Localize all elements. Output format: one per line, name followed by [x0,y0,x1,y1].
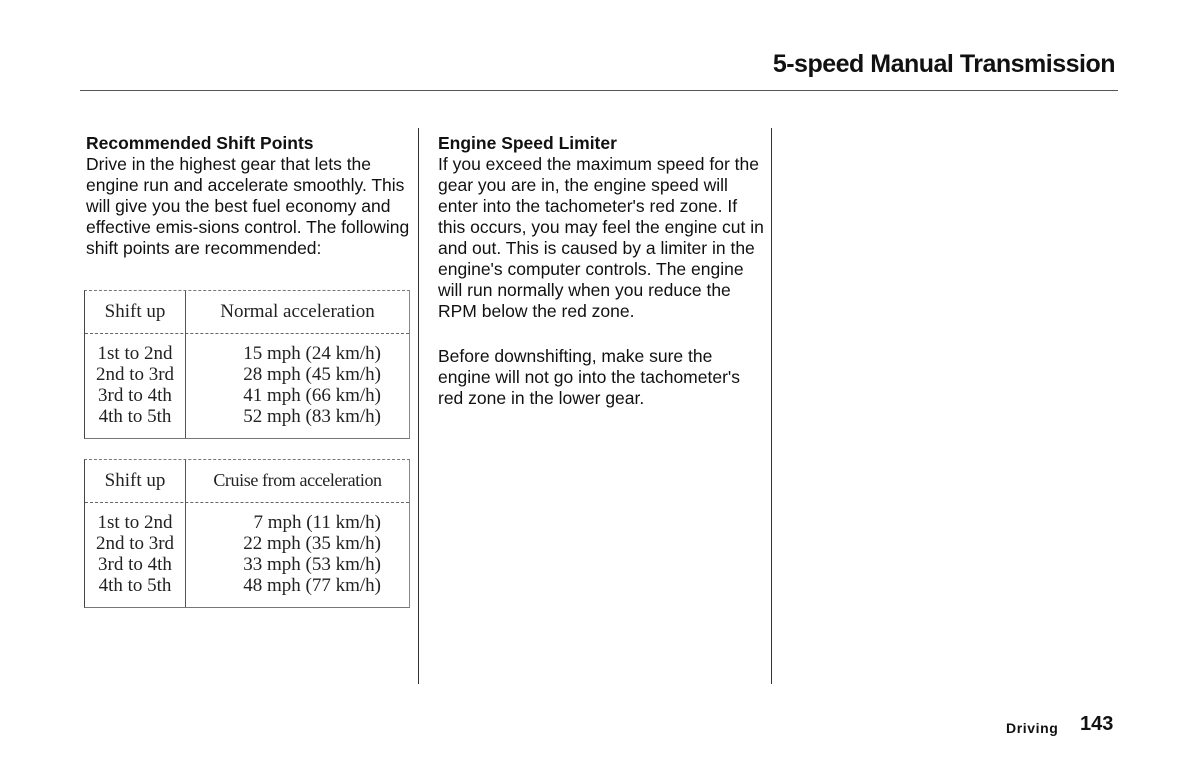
table-row [85,554,409,575]
header-rule [80,90,1118,91]
normal-acceleration-table [84,290,410,439]
column-header-cruise: Cruise from acceleration [213,470,382,490]
gear-shift-cell: 3rd to 4th [98,385,172,406]
speed-cell: 52 mph (83 km/h) [243,406,381,427]
gear-shift-cell: 4th to 5th [98,406,172,427]
speed-cell: 41 mph (66 km/h) [243,385,381,406]
gear-shift-cell: 1st to 2nd [97,343,173,364]
speed-limiter-heading: Engine Speed Limiter [438,133,617,153]
speed-limiter-text: If you exceed the maximum speed for the gear you are in, the engine speed will enter into the tachometer's red zone. If this occurs, you may feel the engine cut in and out. This is caused by a limiter in the engine's computer controls. The engine will run normally when you reduce the RPM below the red zone. [438,154,764,321]
right-column [438,133,768,409]
section-label: Driving [1006,720,1059,736]
speed-cell: 48 mph (77 km/h) [243,575,381,596]
table-header [85,460,409,503]
shift-points-text: Drive in the highest gear that lets the engine run and accelerate smoothly. This will give you the best fuel economy and effective emis-sions control. The following shift points are recommended: [86,154,410,258]
column-divider-right [771,128,772,684]
column-divider-left [418,128,419,684]
table-row [85,385,409,406]
speed-cell: 7 mph (11 km/h) [253,512,381,533]
table-row [85,512,409,533]
table-row [85,364,409,385]
shift-points-heading: Recommended Shift Points [86,133,314,153]
gear-shift-cell: 2nd to 3rd [95,364,175,385]
page-number: 143 [1080,713,1114,735]
left-column [86,133,411,259]
gear-shift-cell: 4th to 5th [98,575,172,596]
speed-cell: 22 mph (35 km/h) [243,533,381,554]
gear-shift-cell: 2nd to 3rd [95,533,175,554]
gear-shift-cell: 1st to 2nd [97,512,173,533]
speed-cell: 15 mph (24 km/h) [243,343,381,364]
table-row [85,343,409,364]
gear-shift-cell: 3rd to 4th [98,554,172,575]
table-row [85,406,409,427]
table-header [85,291,409,334]
table-row [85,575,409,596]
cruise-acceleration-table [84,459,410,608]
speed-cell: 33 mph (53 km/h) [243,554,381,575]
column-header-shift-up: Shift up [104,301,166,322]
page-title: 5-speed Manual Transmission [772,50,1115,78]
column-header-shift-up: Shift up [104,470,166,491]
downshift-note: Before downshifting, make sure the engine will not go into the tachometer's red zone in the lower gear. [438,346,740,408]
table-row [85,533,409,554]
speed-cell: 28 mph (45 km/h) [243,364,381,385]
column-header-normal-acceleration: Normal acceleration [220,301,375,322]
